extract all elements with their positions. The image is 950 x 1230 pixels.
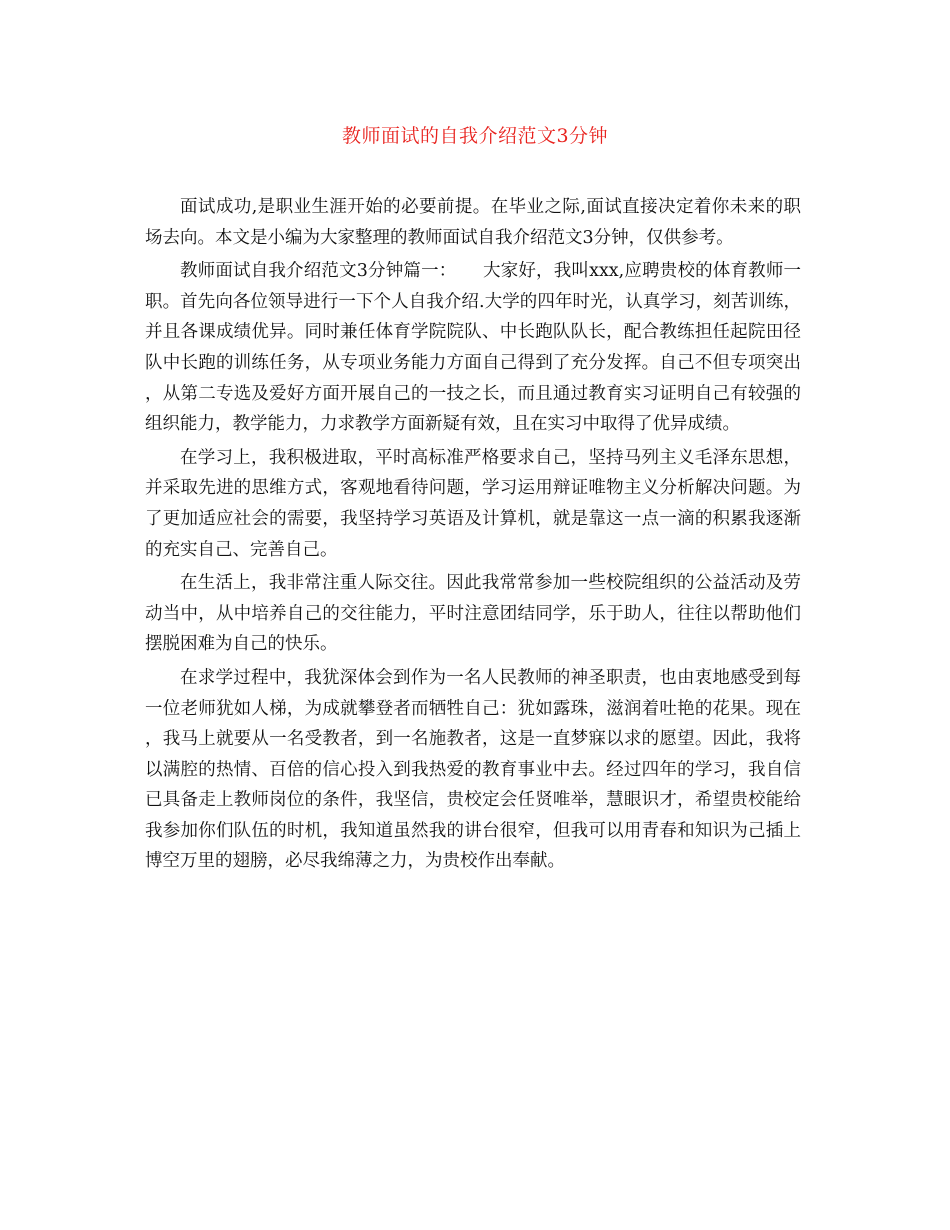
paragraph-1: 面试成功,是职业生涯开始的必要前提。在毕业之际,面试直接决定着你未来的职场去向。本文是小编为大家整理的教师面试自我介绍范文3分钟，仅供参考。 — [145, 197, 801, 248]
paragraph-5: 在求学过程中，我犹深体会到作为一名人民教师的神圣职责，也由衷地感受到每一位老师犹如人梯，为成就攀登者而牺牲自己：犹如露珠，滋润着吐艳的花果。现在，我马上就要从一名受教者，到一名施教者，这是一直梦寐以求的愿望。因此，我将以满腔的热情、百倍的信心投入到我热爱的教育事业中去。经过四年的学习，我自信已具备走上教师岗位的条件，我坚信，贵校定会任贤唯举，慧眼识才，希望贵校能给我参加你们队伍的时机，我知道虽然我的讲台很窄，但我可以用青春和知识为己插上博空万里的翅膀，必尽我绵薄之力，为贵校作出奉献。 — [145, 667, 801, 872]
paragraph-3: 在学习上，我积极进取，平时高标准严格要求自己，坚持马列主义毛泽东思想，并采取先进的思维方式，客观地看待问题，学习运用辩证唯物主义分析解决问题。为了更加适应社会的需要，我坚持学习英语及计算机，就是靠这一点一滴的积累我逐渐的充实自己、完善自己。 — [145, 447, 801, 560]
document-title: 教师面试的自我介绍范文3分钟 — [341, 125, 609, 147]
paragraph-4: 在生活上，我非常注重人际交往。因此我常常参加一些校院组织的公益活动及劳动当中，从中培养自己的交往能力，平时注意团结同学，乐于助人，往往以帮助他们摆脱困难为自己的快乐。 — [145, 573, 801, 655]
document-body — [145, 192, 801, 880]
paragraph-2: 教师面试自我介绍范文3分钟篇一： 大家好，我叫xxx,应聘贵校的体育教师一职。首先向各位领导进行一下个人自我介绍.大学的四年时光，认真学习，刻苦训练，并且各课成绩优异。同时兼任体育学院院队、中长跑队队长，配合教练担任起院田径队中长跑的训练任务，从专项业务能力方面自己得到了充分发挥。自己不但专项突出，从第二专选及爱好方面开展自己的一技之长，而且通过教育实习证明自己有较强的组织能力，教学能力，力求教学方面新疑有效，且在实习中取得了优异成绩。 — [145, 261, 801, 435]
